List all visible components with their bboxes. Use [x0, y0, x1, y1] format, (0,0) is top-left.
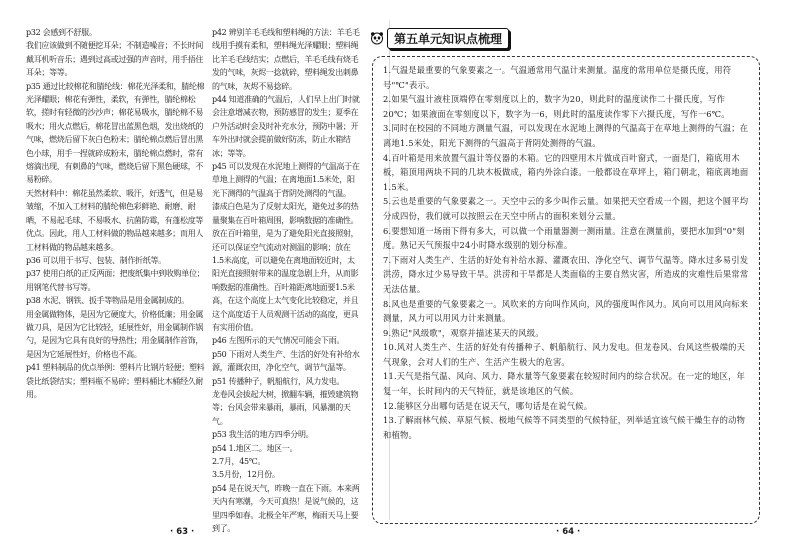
page-number-left: · 63 ·	[170, 527, 195, 537]
paragraph: p50 下雨对人类生产、生活的好处有补给水源，灌溉农田，净化空气，调节气温等。	[212, 349, 360, 373]
panda-icon	[370, 31, 384, 45]
paragraph: p45 可以发现在水泥地上测得的气温高于在草地上测得的气温；在离地面1.5米处，阳光下测得的气温高于背阴处测得的气温。	[212, 162, 360, 198]
paragraph: p54 1.地区二。地区一。	[212, 443, 298, 453]
paragraph: p51 传播种子，帆船航行，风力发电。	[212, 376, 345, 386]
knowledge-item: 5.云也是重要的气象要素之一。天空中云的多少叫作云量。如果把天空看成一个圆，把这个圆平均分成四份，我们就可以按照云在天空中所占的面积来划分云量。	[383, 196, 749, 221]
paragraph: p46 左图所示的天气情况可能会下雨。	[212, 336, 345, 346]
left-page-column-2	[212, 26, 362, 535]
paragraph: p54 是在说天气，昨晚一直在下雨。本来两天内有寒潮，今天可真热！是说气候的，这里四季如春。北极全年严寒，梅雨天马上要到了。	[212, 483, 360, 534]
knowledge-item: 1.气温是最重要的气象要素之一。气温通常用气温计来测量。温度的常用单位是摄氏度，用符号"℃"表示。	[383, 65, 732, 90]
paragraph: 龙卷风会拔起大树，掀翻车辆，摧毁建筑物等；台风会带来暴雨，暴雨，风暴潮的天气。	[212, 389, 359, 426]
knowledge-item: 10.风对人类生产、生活的好处有传播种子、帆船航行、风力发电。但龙卷风、台风这些极端的天气现象，会对人们的生产、生活产生极大的危害。	[383, 342, 746, 367]
paragraph: p38 水泥、钢铁、扳手等物品是用金属制成的。	[26, 296, 189, 306]
paragraph: 2.7月，45℃。	[212, 457, 266, 466]
knowledge-item: 2.如果气温计液柱顶端停在零刻度以上的，数字为20，则此时的温度读作二十摄氏度，写作20℃；如果液面在零刻度以下，数字为一6，则此时的温度读作零下六摄氏度，写作一6℃。	[383, 94, 730, 119]
knowledge-item: 4.百叶箱是用来放置气温计等仪器的木箱。它的四壁用木片做成百叶窗式，一面是门，箱底用木板，箱顶用两块不同的几块木板做成，箱内外涂白漆。一般都设在草坪上，箱门朝北，箱底离地面1.5米。	[383, 152, 749, 192]
knowledge-item: 6.要想知道一场雨下得有多大，可以做一个雨量器测一测雨量。注意在测量前，要把水加到"0"刻度。熟记天气预报中24小时降水级别的划分标准。	[383, 225, 745, 251]
paragraph: p37 使用白纸的正反两面；把废纸集中到收购单位；用钢笔代替书写等。	[26, 269, 205, 292]
paragraph: p36 可以用于书写、包装、制作折纸等。	[26, 255, 166, 265]
knowledge-item: 11.天气是指气温、风向、风力、降水量等气象要素在较短时间内的综合状况。在一定的地区，年复一年，长时间内的天气特征，就是该地区的气候。	[383, 371, 746, 397]
paragraph: 天然材料中：棉花虽然柔软、吸汗，好透气，但是易皱缩，不加入工材料的腈纶棉色彩鲜艳、耐磨、耐晒，不易起毛球、不易吸水、抗菌防霉，有蓬松度等优点。因此，用人工材料做的物品越来越多；而用人工材料做的物品越来越多。	[26, 188, 204, 252]
knowledge-item: 12.能够区分出哪句话是在说天气，哪句话是在说气候。	[383, 400, 593, 411]
knowledge-item: 8.风也是重要的气象要素之一。风吹来的方向叫作风向，风的强度叫作风力。风向可以用风向标来测量，风力可以用风力计来测量。	[383, 298, 749, 324]
knowledge-item: 13.了解雨林气候、草原气候、极地气候等不同类型的气候特征，列举适宜该气候干燥生存的动物和植物。	[383, 415, 746, 440]
section-title: 第五单元知识点梳理	[387, 28, 509, 49]
paragraph: 我们应该做到不随便挖耳朵；不制造噪音；不长时间戴耳机听音乐；遇到过高或过强的声音时，用手捂住耳朵；等等。	[26, 41, 204, 78]
left-page-column-1	[26, 26, 206, 401]
paragraph: 漆成白色是为了反射太阳光，避免过多的热量聚集在百叶箱周围，影响数据的准确性。放在百叶箱里，是为了避免阳光直接照射，还可以保证空气流动对测温的影响；放在1.5米高度，可以避免在离地面较近时，太阳光直接照射带来的温度急剧上升，从而影响数据的准确性。百叶箱距离地面要1.5米高，在这个高度上太气变化比较稳定，并且这个高度适于人员观测干活动的高度，更具有实用价值。	[212, 202, 359, 332]
paragraph: p41 塑料制品的优点举例：塑料片比钢片轻便；塑料袋比纸袋结实；塑料瓶不易碎；塑料桶比木桶经久耐用。	[26, 363, 205, 399]
knowledge-points-box	[372, 56, 760, 524]
paragraph: p44 知道准确的气温后，人们早上出门时就会注意增减衣物，预防感冒的发生；夏季在户外活动时会及时补充水分，预防中暑；开车外出时就会提前做好防冻，防止水箱结冰；等等。	[212, 95, 360, 158]
paragraph: 用金属做物体，是因为它硬度大，价格低廉；用金属做刀具，是因为它比较轻，延展性好，用金属制作锅勺，是因为它具有良好的导热性；用金属制作首饰，是因为它延展性好，价格也不高。	[26, 309, 204, 359]
paragraph: p35 通过比较棉花和腈纶线：棉花光泽柔和，腈纶棉光泽耀眼；棉花有弹性，柔软，有弹性，腈纶棉松软，搓时有轻微的沙沙声；棉花易吸水，腈纶棉不易吸水；用火点燃后，棉花冒出蓝黑色烟，发出烧纸的气味，燃烧后留下灰白色粉末；腈纶棉点燃后冒出黑色小球，用手一捏就碎成粉末，腈纶棉点燃时，常有熔滴出现，有刺鼻的气味，燃烧后留下黑色硬球，不易粉碎。	[26, 81, 205, 185]
paragraph: 3.5月份，12月份。	[212, 470, 280, 480]
knowledge-item: 7.下雨对人类生产、生活的好处有补给水源、灌溉农田、净化空气、调节气温等。降水过多易引发洪涝，降水过少易导致干旱。洪涝和干旱都是人类面临的主要自然灾害，所造成的灾难性后果常常无法估量。	[383, 254, 749, 294]
paragraph: p32 会感到不舒服。	[26, 28, 97, 37]
knowledge-item: 3.同时在校园的不同地方测量气温，可以发现在水泥地上测得的气温高于在草地上测得的气温；在离地1.5米处，阳光下测得的气温高于背阴处测得的气温。	[383, 123, 749, 148]
page-number-right: · 64 ·	[556, 527, 581, 537]
paragraph: p42 辨别羊毛毛线和塑料绳的方法：羊毛毛线用手摸有柔和，塑料绳光泽耀眼；塑料绳比羊毛毛线结实；点燃后，羊毛毛线有烧毛发的气味，灰烬一捻就碎，塑料绳发出刺鼻的气味，灰烬不易捻碎。	[212, 28, 360, 91]
paragraph: p53 我生活的地方四季分明。	[212, 430, 314, 440]
section-heading	[370, 28, 509, 48]
knowledge-item: 9.熟记"风级歌"，观察并描述某天的风级。	[383, 327, 544, 338]
